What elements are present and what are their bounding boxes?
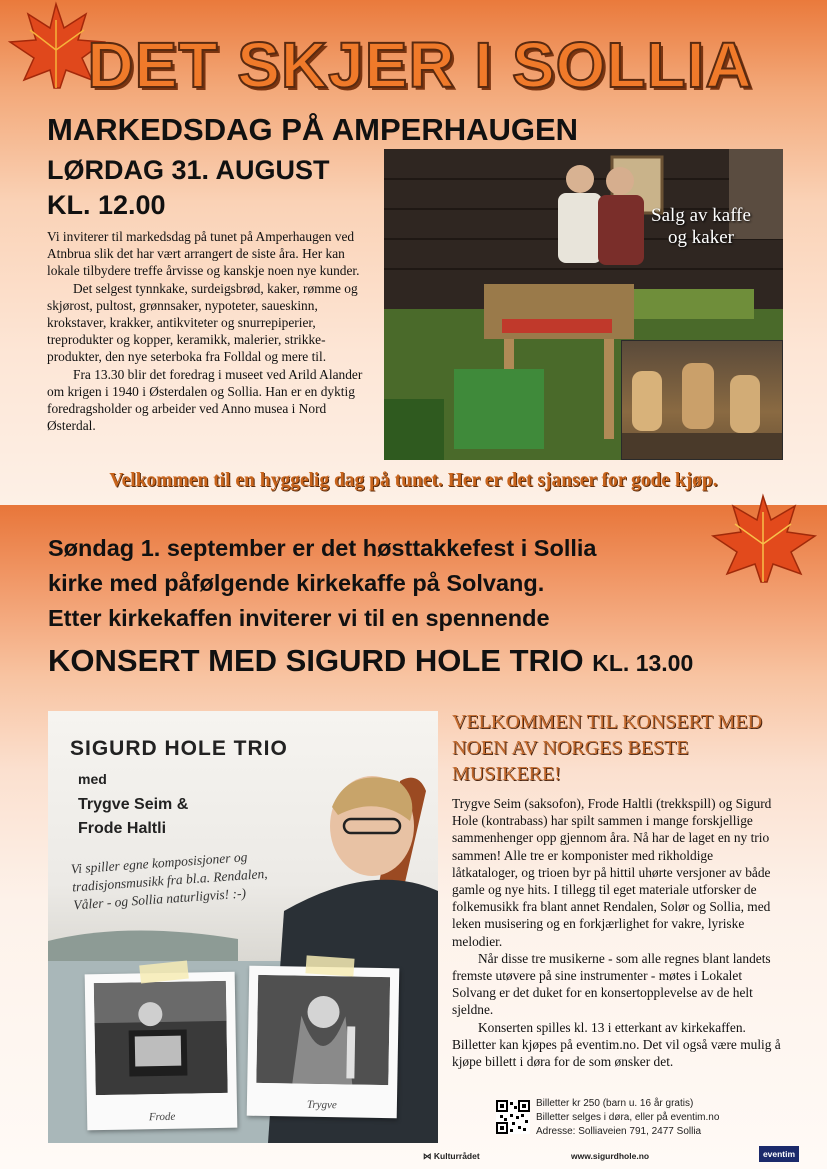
poster-title: SIGURD HOLE TRIO xyxy=(70,737,288,760)
concert-heading: VELKOMMEN TIL KONSERT MED NOEN AV NORGES BESTE MUSIKERE! xyxy=(452,711,763,785)
concert-description xyxy=(452,795,782,1070)
ticket-line: Billetter selges i døra, eller på eventim.no xyxy=(536,1112,720,1123)
market-date: LØRDAG 31. AUGUST xyxy=(47,155,330,185)
wooden-chairs-photo xyxy=(621,340,783,460)
qr-code-icon[interactable] xyxy=(496,1100,530,1134)
frode-photo xyxy=(94,981,228,1095)
poster-with: med xyxy=(78,771,107,787)
polaroid-frode xyxy=(85,972,238,1131)
concert-title-text: KONSERT MED SIGURD HOLE TRIO xyxy=(48,643,584,678)
chairs-illustration xyxy=(622,341,782,459)
poster-name: Frode Haltli xyxy=(78,820,167,837)
concert-title xyxy=(48,643,693,679)
sponsor-logo xyxy=(423,1151,480,1162)
market-time: KL. 12.00 xyxy=(47,190,166,220)
poster-name: Trygve Seim & xyxy=(78,796,189,813)
concert-time: KL. 13.00 xyxy=(592,650,694,676)
ticket-line: Billetter kr 250 (barn u. 16 år gratis) xyxy=(536,1098,694,1109)
sunday-line: kirke med påfølgende kirkekaffe på Solvang. xyxy=(48,570,545,596)
tape-decoration xyxy=(305,955,354,976)
concert-paragraph: Trygve Seim (saksofon), Frode Haltli (trekkspill) og Sigurd Hole (kontrabass) har spilt sammen i mange forskjellige sammenhenger opp gjennom åra. Nå har de laget en ny trio sammen! Alle tre er komponister med rikholdige låtkataloger, og trioen byr på hittil uhørte versjoner av både gamle og nye hits. I tillegg til eget materiale utforsker de folkemusikk fra blant annet Rendalen, Solør og Sollia, med leken musisering og en forkjærlighet for vakre, lyriske melodier. xyxy=(452,796,772,949)
market-paragraph: Det selgest tynnkake, surdeigsbrød, kaker, rømme og skjørost, pultost, grønnsaker, nypoteter, saueskinn, krokstaver, krakker, antikviteter og snurrepiperier, treprodukter og kopper, keramikk, malerier, strikke-produkter, den nye seterboka fra Folldal og mere til. xyxy=(47,280,358,365)
photo-caption: Salg av kaffe og kaker xyxy=(651,205,751,248)
market-description xyxy=(47,228,377,434)
concert-paragraph: Når disse tre musikerne - som alle regnes blant landets fremste utøvere på sine instrumenter - møtes i Lokalet Solvang er det duket for en konsertopplevelse av de helt sjeldne. xyxy=(452,950,771,1018)
polaroid-trygve xyxy=(247,966,400,1119)
website-link[interactable]: www.sigurdhole.no xyxy=(571,1151,650,1161)
polaroid-caption: Frode xyxy=(148,1110,176,1124)
concert-paragraph: Konserten spilles kl. 13 i etterkant av kirkekaffen. Billetter kan kjøpes på eventim.no. Det vil også være mulig å kjøpe billett i døra for de som ønsker det. xyxy=(452,1019,781,1070)
eventim-logo[interactable]: eventim xyxy=(759,1146,799,1162)
concert-poster xyxy=(48,711,438,1143)
polaroid-caption: Trygve xyxy=(306,1098,337,1112)
market-welcome-text: Velkommen til en hyggelig dag på tunet. Her er det sjanser for gode kjøp. xyxy=(109,470,718,491)
sponsor-name: Kulturrådet xyxy=(433,1151,480,1161)
sunday-line: Søndag 1. september er det høsttakkefest i Sollia xyxy=(48,535,597,561)
page-title: DET SKJER I SOLLIA xyxy=(87,29,753,101)
market-title: MARKEDSDAG PÅ AMPERHAUGEN xyxy=(47,112,579,147)
market-paragraph: Fra 13.30 blir det foredrag i museet ved Arild Alander om krigen i 1940 i Østerdalen og Sollia. Han er en dyktig foredragsholder og arbeider ved Anno musea i Nord Østerdal. xyxy=(47,366,363,434)
trygve-photo xyxy=(256,975,390,1085)
ticket-info xyxy=(536,1097,719,1139)
poster-names xyxy=(78,793,188,841)
poster-handwriting: Vi spiller egne komposisjoner og tradisjonsmusikk fra bl.a. Rendalen, Våler - og Sollia naturligvis! :-) xyxy=(70,849,269,913)
market-paragraph: Vi inviterer til markedsdag på tunet på Amperhaugen ved Atnbrua slik det har vært arrangert de siste åra. Her kan lokale tilbydere treffe årvisse og kanskje noen nye kunder. xyxy=(47,229,360,279)
sponsor-icon: ⋈ xyxy=(423,1151,434,1161)
sunday-announcement xyxy=(48,531,748,636)
sunday-line: Etter kirkekaffen inviterer vi til en spennende xyxy=(48,605,550,631)
ticket-line: Adresse: Solliaveien 791, 2477 Sollia xyxy=(536,1126,702,1137)
